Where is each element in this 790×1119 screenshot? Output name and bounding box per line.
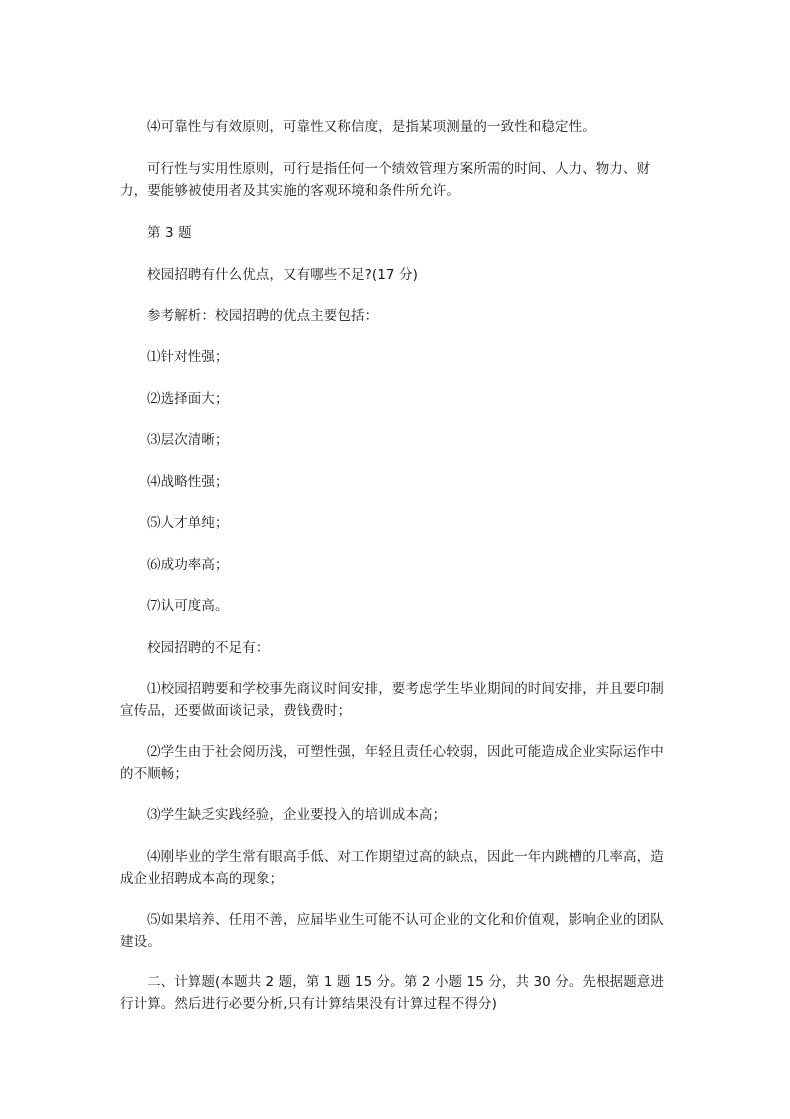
advantage-item-7: ⑺认可度高。 xyxy=(147,598,229,614)
disadvantage-item-3: ⑶学生缺乏实践经验，企业要投入的培训成本高； xyxy=(147,807,447,823)
advantage-item-3: ⑶层次清晰； xyxy=(147,432,229,448)
question-text: 校园招聘有什么优点，又有哪些不足?(17 分) xyxy=(147,267,418,283)
disadvantage-item-5: ⑸如果培养、任用不善，应届毕业生可能不认可企业的文化和价值观，影响企业的团队建设。 xyxy=(120,912,664,950)
advantage-item-5: ⑸人才单纯； xyxy=(147,515,229,531)
disadvantage-intro: 校园招聘的不足有： xyxy=(147,640,270,656)
answer-intro: 参考解析：校园招聘的优点主要包括： xyxy=(147,308,379,324)
section-heading-calculation: 二、计算题(本题共 2 题，第 1 题 15 分。第 2 小题 15 分，共 30 分。先根据题意进行计算。然后进行必要分析,只有计算结果没有计算过程不得分) xyxy=(120,974,665,1012)
advantage-item-1: ⑴针对性强； xyxy=(147,349,229,365)
advantage-item-4: ⑷战略性强； xyxy=(147,474,229,490)
disadvantage-item-1: ⑴校园招聘要和学校事先商议时间安排，要考虑学生毕业期间的时间安排，并且要印制宣传品，还要做面谈记录，费钱费时； xyxy=(120,681,664,719)
advantage-item-2: ⑵选择面大； xyxy=(147,391,229,407)
paragraph-reliability-principle: ⑷可靠性与有效原则，可靠性又称信度，是指某项测量的一致性和稳定性。 xyxy=(147,119,596,135)
disadvantage-item-2: ⑵学生由于社会阅历浅，可塑性强，年轻且责任心较弱，因此可能造成企业实际运作中的不顺畅； xyxy=(120,744,664,782)
question-number-heading: 第 3 题 xyxy=(147,225,192,241)
advantage-item-6: ⑹成功率高； xyxy=(147,557,229,573)
paragraph-feasibility-principle: 可行性与实用性原则，可行是指任何一个绩效管理方案所需的时间、人力、物力、财力，要能够被使用者及其实施的客观环境和条件所允许。 xyxy=(120,161,651,199)
disadvantage-item-4: ⑷刚毕业的学生常有眼高手低、对工作期望过高的缺点，因此一年内跳槽的几率高，造成企业招聘成本高的现象； xyxy=(120,849,664,887)
